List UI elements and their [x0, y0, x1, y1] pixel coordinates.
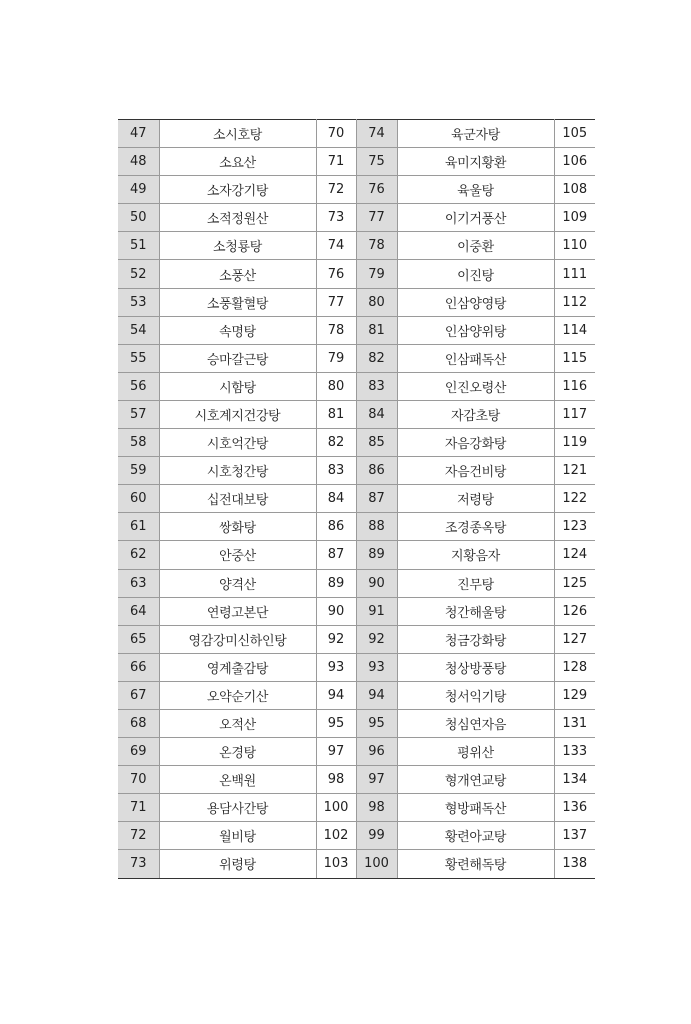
table-row: [118, 850, 595, 878]
prescription-name: 형개연교탕: [397, 766, 554, 794]
entry-number: 50: [118, 204, 159, 232]
table-row: [118, 597, 595, 625]
table-row: [118, 625, 595, 653]
entry-number: 89: [356, 541, 397, 569]
entry-number: 85: [356, 429, 397, 457]
entry-number: 96: [356, 738, 397, 766]
page-number: 114: [554, 316, 595, 344]
entry-number: 75: [356, 148, 397, 176]
entry-number: 60: [118, 485, 159, 513]
table-row: [118, 204, 595, 232]
entry-number: 100: [356, 850, 397, 878]
prescription-name: 육울탕: [397, 176, 554, 204]
index-table-body: [118, 120, 595, 879]
page-number: 131: [554, 709, 595, 737]
prescription-name: 안중산: [159, 541, 316, 569]
entry-number: 49: [118, 176, 159, 204]
page-number: 134: [554, 766, 595, 794]
prescription-name: 인삼패독산: [397, 344, 554, 372]
table-row: [118, 232, 595, 260]
table-row: [118, 120, 595, 148]
entry-number: 52: [118, 260, 159, 288]
page-number: 94: [316, 681, 356, 709]
page-number: 100: [316, 794, 356, 822]
page-number: 97: [316, 738, 356, 766]
prescription-name: 소적정원산: [159, 204, 316, 232]
page-number: 84: [316, 485, 356, 513]
entry-number: 48: [118, 148, 159, 176]
entry-number: 61: [118, 513, 159, 541]
prescription-name: 쌍화탕: [159, 513, 316, 541]
page-number: 108: [554, 176, 595, 204]
prescription-name: 이진탕: [397, 260, 554, 288]
entry-number: 65: [118, 625, 159, 653]
entry-number: 70: [118, 766, 159, 794]
table-row: [118, 822, 595, 850]
prescription-name: 위령탕: [159, 850, 316, 878]
prescription-name: 소풍활혈탕: [159, 288, 316, 316]
table-row: [118, 148, 595, 176]
prescription-name: 시호억간탕: [159, 429, 316, 457]
entry-number: 97: [356, 766, 397, 794]
prescription-name: 이중환: [397, 232, 554, 260]
entry-number: 54: [118, 316, 159, 344]
page-number: 82: [316, 429, 356, 457]
page-number: 137: [554, 822, 595, 850]
page-number: 125: [554, 569, 595, 597]
entry-number: 80: [356, 288, 397, 316]
prescription-name: 월비탕: [159, 822, 316, 850]
prescription-index-table: [118, 119, 595, 879]
prescription-name: 용담사간탕: [159, 794, 316, 822]
page-number: 117: [554, 400, 595, 428]
prescription-name: 청서익기탕: [397, 681, 554, 709]
prescription-name: 소시호탕: [159, 120, 316, 148]
table-row: [118, 316, 595, 344]
table-row: [118, 513, 595, 541]
page-number: 86: [316, 513, 356, 541]
table-row: [118, 400, 595, 428]
prescription-name: 인진오령산: [397, 372, 554, 400]
entry-number: 93: [356, 653, 397, 681]
page-number: 111: [554, 260, 595, 288]
prescription-name: 인삼양위탕: [397, 316, 554, 344]
page-number: 70: [316, 120, 356, 148]
entry-number: 95: [356, 709, 397, 737]
prescription-name: 형방패독산: [397, 794, 554, 822]
prescription-name: 소자강기탕: [159, 176, 316, 204]
page-number: 78: [316, 316, 356, 344]
entry-number: 88: [356, 513, 397, 541]
entry-number: 55: [118, 344, 159, 372]
page-number: 106: [554, 148, 595, 176]
page-number: 103: [316, 850, 356, 878]
entry-number: 73: [118, 850, 159, 878]
entry-number: 91: [356, 597, 397, 625]
table-row: [118, 176, 595, 204]
entry-number: 81: [356, 316, 397, 344]
prescription-name: 시호청간탕: [159, 457, 316, 485]
entry-number: 87: [356, 485, 397, 513]
page-number: 76: [316, 260, 356, 288]
entry-number: 47: [118, 120, 159, 148]
entry-number: 69: [118, 738, 159, 766]
entry-number: 72: [118, 822, 159, 850]
page-number: 136: [554, 794, 595, 822]
prescription-name: 소요산: [159, 148, 316, 176]
page-number: 92: [316, 625, 356, 653]
entry-number: 92: [356, 625, 397, 653]
prescription-name: 청금강화탕: [397, 625, 554, 653]
entry-number: 53: [118, 288, 159, 316]
prescription-name: 육미지황환: [397, 148, 554, 176]
page-number: 128: [554, 653, 595, 681]
page-number: 72: [316, 176, 356, 204]
page-number: 129: [554, 681, 595, 709]
entry-number: 90: [356, 569, 397, 597]
prescription-name: 조경종옥탕: [397, 513, 554, 541]
page-number: 89: [316, 569, 356, 597]
entry-number: 74: [356, 120, 397, 148]
entry-number: 62: [118, 541, 159, 569]
page-number: 127: [554, 625, 595, 653]
prescription-name: 육군자탕: [397, 120, 554, 148]
page-number: 95: [316, 709, 356, 737]
page-number: 93: [316, 653, 356, 681]
prescription-name: 자음건비탕: [397, 457, 554, 485]
page-number: 116: [554, 372, 595, 400]
prescription-name: 속명탕: [159, 316, 316, 344]
prescription-name: 연령고본단: [159, 597, 316, 625]
prescription-name: 오적산: [159, 709, 316, 737]
page-number: 90: [316, 597, 356, 625]
page-number: 74: [316, 232, 356, 260]
page-number: 71: [316, 148, 356, 176]
page-number: 126: [554, 597, 595, 625]
entry-number: 82: [356, 344, 397, 372]
prescription-name: 양격산: [159, 569, 316, 597]
prescription-name: 시호계지건강탕: [159, 400, 316, 428]
table-row: [118, 429, 595, 457]
prescription-name: 자감초탕: [397, 400, 554, 428]
page-number: 98: [316, 766, 356, 794]
page-number: 138: [554, 850, 595, 878]
entry-number: 59: [118, 457, 159, 485]
table-row: [118, 794, 595, 822]
prescription-name: 자음강화탕: [397, 429, 554, 457]
page-number: 80: [316, 372, 356, 400]
entry-number: 66: [118, 653, 159, 681]
prescription-name: 오약순기산: [159, 681, 316, 709]
page-number: 122: [554, 485, 595, 513]
prescription-name: 평위산: [397, 738, 554, 766]
page-number: 87: [316, 541, 356, 569]
prescription-name: 황련해독탕: [397, 850, 554, 878]
prescription-name: 온백원: [159, 766, 316, 794]
prescription-name: 저령탕: [397, 485, 554, 513]
entry-number: 83: [356, 372, 397, 400]
page-number: 123: [554, 513, 595, 541]
entry-number: 79: [356, 260, 397, 288]
table-row: [118, 766, 595, 794]
page-number: 133: [554, 738, 595, 766]
prescription-name: 황련아교탕: [397, 822, 554, 850]
prescription-name: 진무탕: [397, 569, 554, 597]
table-row: [118, 569, 595, 597]
entry-number: 86: [356, 457, 397, 485]
entry-number: 58: [118, 429, 159, 457]
prescription-name: 영감강미신하인탕: [159, 625, 316, 653]
table-row: [118, 260, 595, 288]
prescription-name: 십전대보탕: [159, 485, 316, 513]
page-number: 81: [316, 400, 356, 428]
entry-number: 99: [356, 822, 397, 850]
entry-number: 76: [356, 176, 397, 204]
prescription-name: 지황음자: [397, 541, 554, 569]
page-number: 124: [554, 541, 595, 569]
table-row: [118, 738, 595, 766]
page-number: 110: [554, 232, 595, 260]
page-number: 102: [316, 822, 356, 850]
table-row: [118, 541, 595, 569]
prescription-name: 영계출감탕: [159, 653, 316, 681]
entry-number: 64: [118, 597, 159, 625]
table-row: [118, 372, 595, 400]
table-row: [118, 709, 595, 737]
table-row: [118, 457, 595, 485]
entry-number: 51: [118, 232, 159, 260]
prescription-name: 인삼양영탕: [397, 288, 554, 316]
prescription-name: 이기거풍산: [397, 204, 554, 232]
page-number: 121: [554, 457, 595, 485]
entry-number: 63: [118, 569, 159, 597]
prescription-name: 시함탕: [159, 372, 316, 400]
entry-number: 56: [118, 372, 159, 400]
entry-number: 71: [118, 794, 159, 822]
page-number: 77: [316, 288, 356, 316]
table-row: [118, 288, 595, 316]
page-number: 115: [554, 344, 595, 372]
prescription-name: 소청룡탕: [159, 232, 316, 260]
table-row: [118, 485, 595, 513]
page-number: 83: [316, 457, 356, 485]
page-number: 119: [554, 429, 595, 457]
prescription-name: 온경탕: [159, 738, 316, 766]
page-number: 112: [554, 288, 595, 316]
prescription-name: 승마갈근탕: [159, 344, 316, 372]
entry-number: 57: [118, 400, 159, 428]
entry-number: 67: [118, 681, 159, 709]
entry-number: 68: [118, 709, 159, 737]
table-row: [118, 344, 595, 372]
prescription-name: 청심연자음: [397, 709, 554, 737]
prescription-name: 청간해울탕: [397, 597, 554, 625]
entry-number: 94: [356, 681, 397, 709]
prescription-name: 청상방풍탕: [397, 653, 554, 681]
entry-number: 84: [356, 400, 397, 428]
page-number: 105: [554, 120, 595, 148]
entry-number: 77: [356, 204, 397, 232]
table-row: [118, 653, 595, 681]
entry-number: 78: [356, 232, 397, 260]
entry-number: 98: [356, 794, 397, 822]
page-number: 73: [316, 204, 356, 232]
page-number: 109: [554, 204, 595, 232]
page-number: 79: [316, 344, 356, 372]
prescription-name: 소풍산: [159, 260, 316, 288]
table-row: [118, 681, 595, 709]
